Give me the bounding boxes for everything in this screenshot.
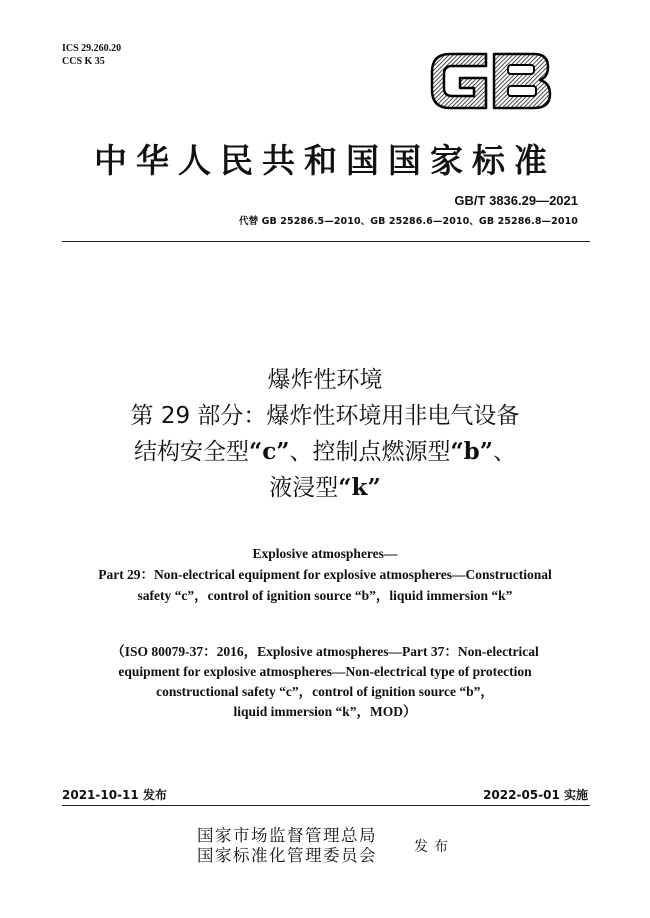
cn-title-line-4-part: 液浸型 (269, 475, 339, 501)
cn-title-line-2: 第 29 部分：爆炸性环境用非电气设备 (130, 403, 520, 429)
iso-line-3: constructional safety “c”，control of ignition source “b”， (156, 684, 494, 699)
cn-title-line-3 (0, 434, 650, 470)
iso-line-1: （ISO 80079-37：2016，Explosive atmospheres—Part 37：Non-electrical (111, 644, 539, 659)
classification-codes (62, 42, 121, 68)
en-title-line-1: Explosive atmospheres— (252, 546, 398, 561)
en-title-line-2: Part 29：Non-electrical equipment for explosive atmospheres—Constructional (98, 567, 552, 582)
ics-code: ICS 29.260.20 (62, 43, 122, 54)
iso-line-2: equipment for explosive atmospheres—Non-electrical type of protection (118, 664, 532, 679)
cn-title-code-c: “c” (248, 438, 290, 465)
standard-number: GB/T 3836.29—2021 (454, 193, 578, 208)
issuing-authorities (197, 826, 377, 866)
publish-date: 2021-10-11 发布 (62, 788, 167, 802)
cn-title-line-1: 爆炸性环境 (267, 367, 383, 393)
implement-date: 2022-05-01 实施 (483, 788, 588, 802)
cn-title-line-4 (0, 470, 650, 506)
iso-reference (0, 642, 650, 722)
issuer-sac: 国家标准化管理委员会 (197, 846, 377, 865)
replaces-standards: 代替 GB 25286.5—2010、GB 25286.6—2010、GB 25286.8—2010 (239, 216, 578, 227)
gb-logo-icon (428, 50, 554, 112)
issuer-samr: 国家市场监督管理总局 (197, 826, 377, 845)
cn-title-line-3-part: 、控制点燃源型 (289, 439, 451, 465)
cn-title-line-3-part: 、 (493, 439, 516, 465)
iso-line-4: liquid immersion “k”，MOD） (233, 704, 417, 719)
header-divider (62, 241, 590, 242)
chinese-title (0, 362, 650, 506)
cn-title-code-b: “b” (450, 438, 493, 465)
main-title: 中华人民共和国国家标准 (94, 141, 556, 180)
footer-divider (62, 805, 590, 806)
cn-title-line-3-part: 结构安全型 (133, 439, 249, 465)
english-title (0, 543, 650, 606)
ccs-code: CCS K 35 (62, 56, 105, 67)
cn-title-code-k: “k” (338, 474, 381, 501)
en-title-line-3: safety “c”，control of ignition source “b”，liquid immersion “k” (137, 588, 513, 603)
issue-label: 发布 (414, 839, 454, 855)
